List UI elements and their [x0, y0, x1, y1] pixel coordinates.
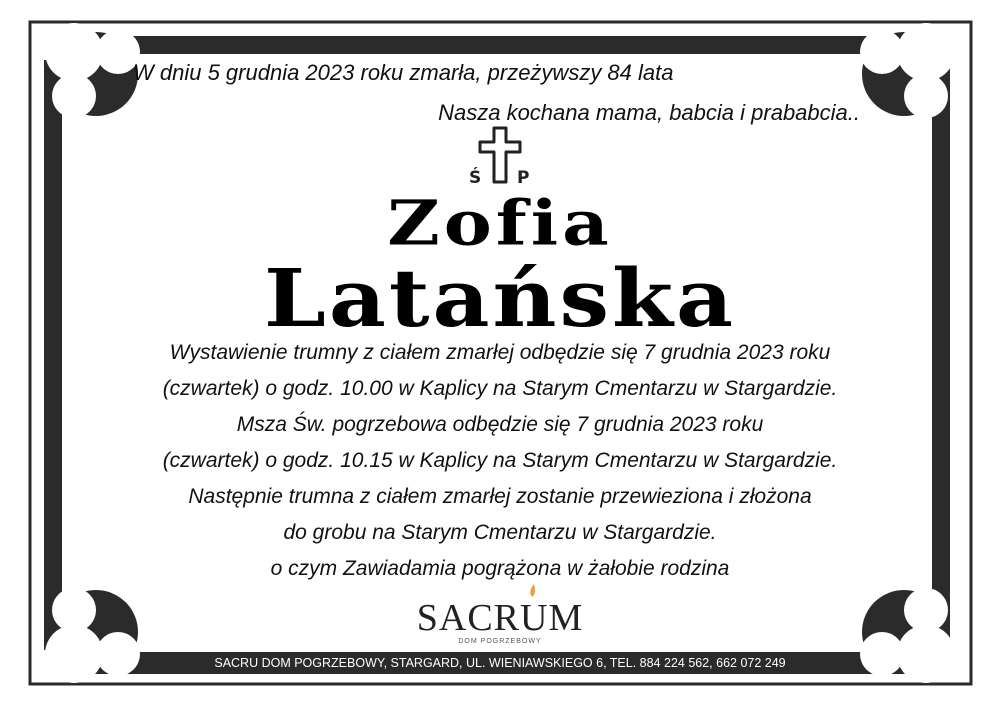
body-line: Wystawienie trumny z ciałem zmarłej odbędzie się 7 grudnia 2023 roku: [169, 341, 831, 364]
body-line: (czwartek) o godz. 10.15 w Kaplicy na Starym Cmentarzu w Stargardzie.: [162, 449, 838, 472]
sacrum-logo: SACRUM: [416, 597, 584, 639]
symbol-p-letter: P: [517, 168, 530, 188]
intro-line-2: Nasza kochana mama, babcia i prababcia..: [438, 100, 860, 125]
body-line: do grobu na Starym Cmentarzu w Stargardzie.: [283, 521, 717, 544]
cross-icon: [480, 128, 520, 182]
symbol-s-letter: Ś: [469, 168, 482, 188]
body-line: o czym Zawiadamia pogrążona w żałobie rodzina: [270, 557, 730, 580]
deceased-first-name: Zofia: [387, 185, 613, 260]
top-bar: [58, 36, 938, 54]
sacrum-logo-subtitle: DOM POGRZEBOWY: [458, 638, 542, 645]
footer-contact: SACRU DOM POGRZEBOWY, STARGARD, UL. WIENIAWSKIEGO 6, TEL. 884 224 562, 662 072 249: [214, 656, 786, 670]
body-line: Następnie trumna z ciałem zmarłej zostanie przewieziona i złożona: [188, 485, 812, 508]
body-line: Msza Św. pogrzebowa odbędzie się 7 grudnia 2023 roku: [236, 413, 764, 436]
body-line: (czwartek) o godz. 10.00 w Kaplicy na Starym Cmentarzu w Stargardzie.: [162, 377, 838, 400]
corner-ornament-top-left: [45, 23, 140, 118]
corner-ornament-top-right: [860, 23, 955, 118]
intro-line-1: W dniu 5 grudnia 2023 roku zmarła, przeżywszy 84 lata: [133, 60, 674, 85]
deceased-last-name: Latańska: [263, 251, 737, 345]
